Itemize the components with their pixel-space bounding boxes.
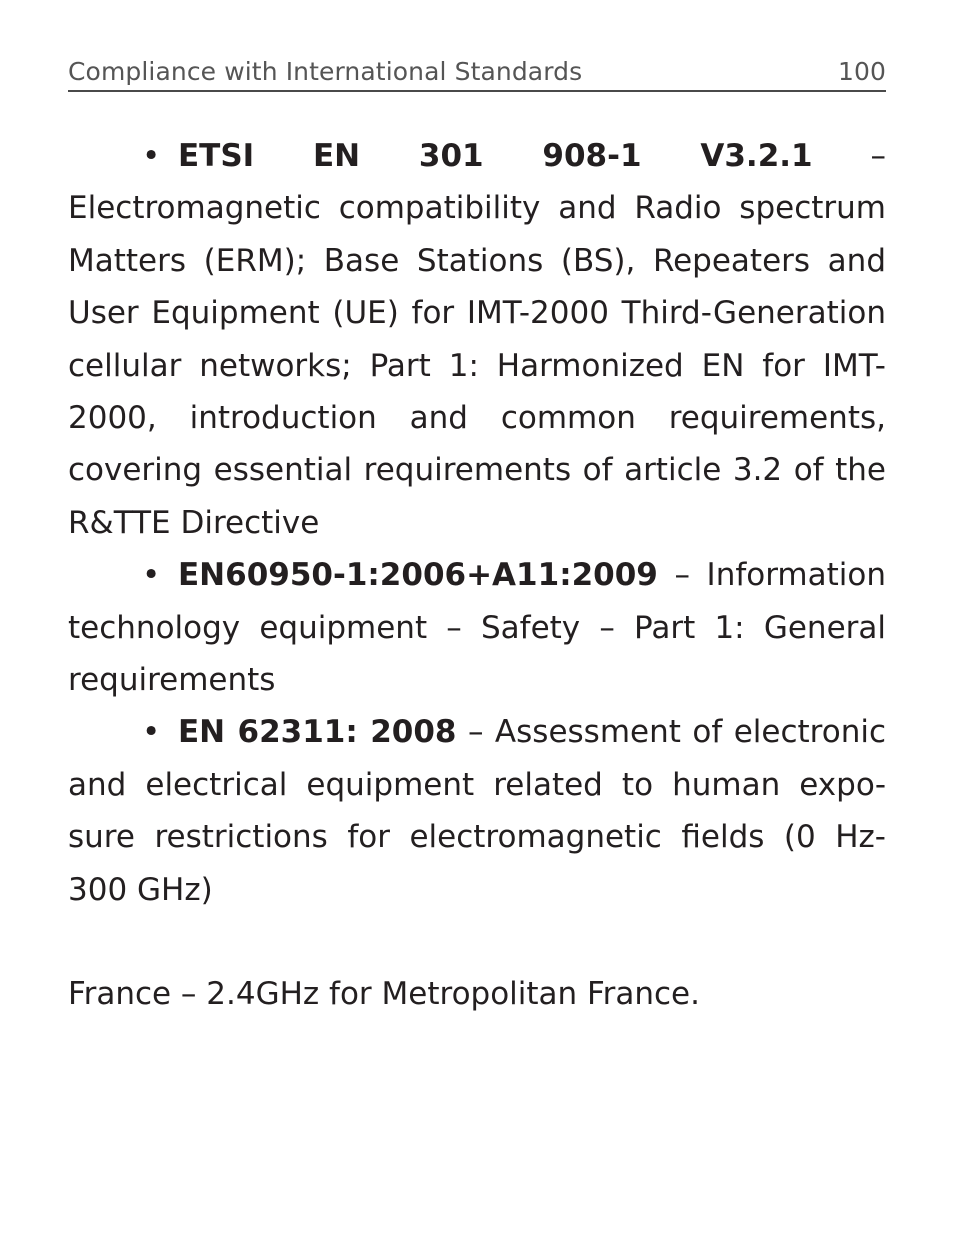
running-header	[68, 54, 886, 92]
standard-code: ETSI EN 301 908-1 V3.2.1	[178, 138, 813, 174]
bullet-icon: •	[142, 138, 161, 174]
france-note: France – 2.4GHz for Metropolitan France.	[68, 976, 700, 1013]
standard-description: – Information technology equipment – Safety – Part 1: General requirements	[68, 557, 886, 699]
standard-item-en-62311	[68, 706, 886, 916]
standard-code: EN 62311: 2008	[178, 714, 457, 751]
standard-item-en60950-1	[68, 549, 886, 706]
standard-description: – Assessment of electronic and electrical equipment related to human exposure restrictions for electromagnetic fields (0 Hz-300 GHz)	[68, 714, 887, 908]
header-title: Compliance with International Standards	[68, 57, 583, 86]
document-body	[68, 130, 886, 1021]
page-number: 100	[837, 57, 886, 86]
standard-code: EN60950-1:2006+A11:2009	[178, 557, 658, 594]
standard-description: – Electromagnetic compatibility and Radio spectrum Matters (ERM); Base Stations (BS), Repeaters and User Equipment (UE) for IMT-2000 Third-Generation cellular networks; Part 1: Harmonized EN for IMT-2000, introduction and common requirements, covering essential requirements of article 3.2 of the R&TTE Directive	[68, 138, 886, 541]
standard-item-etsi-en-301-908-1	[68, 130, 886, 549]
bullet-icon: •	[142, 714, 161, 751]
bullet-icon: •	[142, 557, 161, 594]
